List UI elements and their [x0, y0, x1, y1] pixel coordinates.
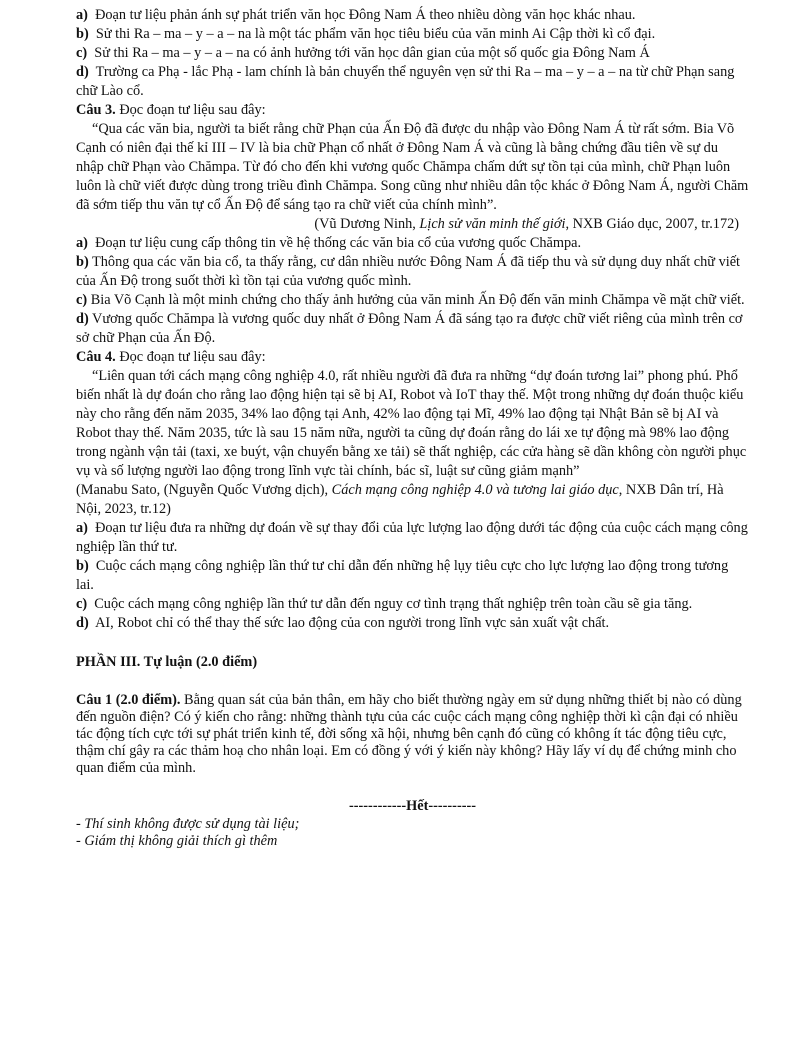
- q4-source: (Manabu Sato, (Nguyễn Quốc Vương dịch), Cách mạng công nghiệp 4.0 và tương lai giáo dục, NXB Dân trí, Hà Nội, 2023, tr.12): [76, 482, 724, 517]
- q3-heading: Câu 3.: [76, 102, 116, 118]
- q4-source-title: Cách mạng công nghiệp 4.0 và tương lai giáo dục: [331, 482, 619, 498]
- part3-question-1: [76, 692, 749, 777]
- q2-option-c: c) Sử thi Ra – ma – y – a – na có ảnh hưởng tới văn học dân gian của một số quốc gia Đông Nam Á: [76, 45, 650, 61]
- q3-source-title: Lịch sử văn minh thế giới: [419, 216, 566, 232]
- question-3: [76, 101, 749, 348]
- q3-option-c: c) Bia Võ Cạnh là một minh chứng cho thấy ảnh hưởng của văn minh Ấn Độ đến văn minh Chămpa về mặt chữ viết.: [76, 292, 745, 308]
- part3-q1-text: Bằng quan sát của bản thân, em hãy cho biết thường ngày em sử dụng những thiết bị nào có dùng đến nguồn điện? Có ý kiến cho rằng: những thành tựu của các cuộc cách mạng công nghiệp thời kì cận đại có nhiều tác động tích cực tới sự phát triển kinh tế, đời sống xã hội, nhưng bên cạnh đó cũng có không ít tác động tiêu cực, thậm chí gây ra các thảm hoạ cho nhân loại. Em có đồng ý với ý kiến này không? Hãy lấy ví dụ để chứng minh cho quan điểm của mình.: [76, 692, 742, 776]
- q3-prompt: Đọc đoạn tư liệu sau đây:: [119, 102, 266, 118]
- end-mark: ------------Hết----------: [349, 798, 476, 814]
- q2-option-d: d) Trường ca Phạ - lắc Phạ - lam chính là bản chuyển thể nguyên vẹn sử thi Ra – ma – y – a – na từ chữ Phạn sang chữ Lào cổ.: [76, 64, 735, 99]
- note-1: - Thí sinh không được sử dụng tài liệu;: [76, 816, 300, 832]
- q3-passage: “Qua các văn bia, người ta biết rằng chữ Phạn của Ấn Độ đã được du nhập vào Đông Nam Á từ rất sớm. Bia Võ Cạnh có niên đại thế kỉ III – IV là bia chữ Phạn cổ nhất ở Đông Nam Á và cũng là bằng chứng đầu tiên về sự du nhập chữ Phạn vào Chămpa. Từ đó cho đến khi vương quốc Chămpa chấm dứt sự tồn tại của mình, chữ Phạn luôn luôn là chữ viết được dùng trong triều đình Chămpa. Song cũng như nhiều dân tộc khác ở Đông Nam Á, người Chăm đã sớm tiếp thu văn tự cổ Ấn Độ để sáng tạo ra chữ viết của chính mình”.: [76, 121, 749, 213]
- spacer: [76, 777, 749, 797]
- part3-heading: PHẦN III. Tự luận (2.0 điểm): [76, 654, 258, 670]
- q4-prompt: Đọc đoạn tư liệu sau đây:: [119, 349, 266, 365]
- note-2: - Giám thị không giải thích gì thêm: [76, 833, 278, 849]
- part3-q1-heading: Câu 1 (2.0 điểm).: [76, 692, 181, 708]
- part-3: [76, 653, 749, 777]
- q4-option-b: b) Cuộc cách mạng công nghiệp lần thứ tư chỉ dẫn đến những hệ lụy tiêu cực cho lực lượng lao động trong tương lai.: [76, 558, 729, 593]
- q2-option-a: a) Đoạn tư liệu phản ánh sự phát triển văn học Đông Nam Á theo nhiều dòng văn học khác nhau.: [76, 7, 636, 23]
- q4-passage: “Liên quan tới cách mạng công nghiệp 4.0, rất nhiều người đã đưa ra những “dự đoán tương lai” phong phú. Phổ biến nhất là dự đoán cho rằng lao động hiện tại sẽ bị AI, Robot và IoT thay thế. Một trong những dự đoán thuộc kiểu này cho rằng đến năm 2035, 34% lao động tại Anh, 42% lao động tại Mĩ, 49% lao động tại Nhật Bản sẽ bị AI và Robot thay thế. Năm 2035, tức là sau 15 năm nữa, người ta cũng dự đoán rằng do lái xe tự động mà 98% lao động trong ngành vận tải (taxi, xe buýt, vận chuyển bằng xe tải) sẽ thất nghiệp, các cửa hàng sẽ dần không còn người phục vụ và số lượng người lao động trong lĩnh vực tài chính, bác sĩ, luật sư cũng giảm mạnh”: [76, 368, 747, 479]
- q4-option-c: c) Cuộc cách mạng công nghiệp lần thứ tư dẫn đến nguy cơ tình trạng thất nghiệp trên toàn cầu sẽ gia tăng.: [76, 596, 693, 612]
- q3-source: (Vũ Dương Ninh, Lịch sử văn minh thế giới, NXB Giáo dục, 2007, tr.172): [314, 216, 739, 232]
- q3-option-d: d) Vương quốc Chămpa là vương quốc duy nhất ở Đông Nam Á đã sáng tạo ra được chữ viết riêng của mình trên cơ sở chữ Phạn của Ấn Độ.: [76, 311, 743, 346]
- q3-option-a: a) Đoạn tư liệu cung cấp thông tin về hệ thống các văn bia cổ của vương quốc Chămpa.: [76, 235, 582, 251]
- q4-heading: Câu 4.: [76, 349, 116, 365]
- q3-header: [76, 101, 749, 120]
- spacer: [76, 633, 749, 653]
- question-4: [76, 348, 749, 633]
- q4-option-a: a) Đoạn tư liệu đưa ra những dự đoán về sự thay đổi của lực lượng lao động dưới tác động của cuộc cách mạng công nghiệp lần thứ tư.: [76, 520, 748, 555]
- q2-options: [76, 6, 749, 101]
- q4-header: [76, 348, 749, 367]
- q2-option-b: b) Sử thi Ra – ma – y – a – na là một tác phẩm văn học tiêu biểu của văn minh Ai Cập thời kì cổ đại.: [76, 26, 656, 42]
- spacer: [76, 672, 749, 692]
- q3-option-b: b) Thông qua các văn bia cổ, ta thấy rằng, cư dân nhiều nước Đông Nam Á đã tiếp thu và sử dụng duy nhất chữ viết của Ấn Độ trong suốt thời kì tồn tại của vương quốc mình.: [76, 254, 741, 289]
- q4-option-d: d) AI, Robot chỉ có thể thay thế sức lao động của con người trong lĩnh vực sản xuất vật chất.: [76, 615, 610, 631]
